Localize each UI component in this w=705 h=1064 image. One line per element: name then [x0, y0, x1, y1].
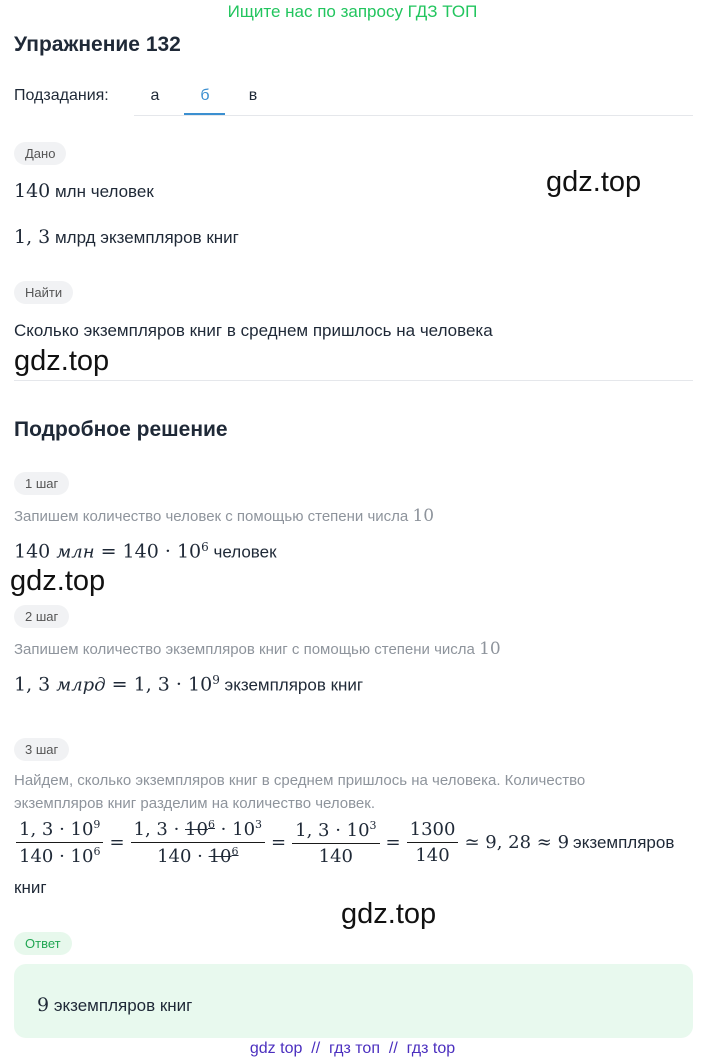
answer-badge	[14, 932, 72, 955]
step-2-formula	[14, 673, 363, 696]
fraction-1-denominator-text: 140 · 10	[19, 846, 94, 867]
given-line-2-text: млрд экземпляров книг	[50, 228, 239, 247]
subtasks-label: Подзадания:	[14, 87, 109, 104]
page-title: Упражнение 132	[14, 33, 181, 56]
cancelled-term-base: 10	[208, 846, 232, 867]
tab-subtask-a[interactable]: а	[150, 87, 160, 104]
tabs-divider	[134, 115, 693, 116]
fraction-3	[292, 819, 379, 867]
cancelled-term-exponent: 6	[207, 818, 215, 831]
step-1-badge-label: 1 шаг	[14, 472, 69, 495]
step-2-formula-b: = 1, 3 · 10	[105, 673, 213, 696]
tab-subtask-v[interactable]: в	[248, 87, 258, 104]
cancelled-term-base: 10	[185, 819, 208, 840]
step-1-formula-tail: человек	[208, 542, 277, 562]
solution-title: Подробное решение	[14, 418, 228, 441]
fraction-2-numerator	[131, 818, 266, 843]
step-2-formula-exponent: 9	[212, 673, 220, 687]
step-3-badge-label: 3 шаг	[14, 738, 69, 761]
step-1-formula-a: 140	[14, 540, 57, 563]
step-2-badge	[14, 605, 69, 628]
given-line-1-text: млн человек	[50, 182, 154, 201]
step-2-description	[14, 639, 501, 659]
result-unit: экземпляров	[573, 832, 675, 852]
fraction-4-numerator: 1300	[407, 819, 459, 843]
cancelled-term-exponent: 6	[231, 845, 239, 858]
fraction-1-numerator-text: 1, 3 · 10	[19, 819, 94, 840]
fraction-1-numerator	[16, 818, 103, 843]
step-1-description	[14, 506, 434, 526]
step-2-description-number: 10	[479, 639, 501, 659]
step-3-description-line-2: экземпляров книг разделим на количество человек.	[14, 795, 376, 812]
answer-number: 9	[37, 994, 50, 1016]
fraction-3-numerator-exponent: 3	[369, 818, 377, 832]
given-line-1-number: 140	[14, 180, 51, 202]
find-badge-label: Найти	[14, 281, 73, 304]
step-3-formula	[14, 818, 678, 867]
fraction-1	[16, 818, 103, 867]
fraction-2-numerator-b-exponent: 3	[255, 818, 263, 831]
answer-badge-label: Ответ	[14, 932, 72, 955]
find-badge	[14, 281, 73, 304]
given-line-2	[14, 226, 239, 248]
step-1-formula-unit: млн	[56, 541, 95, 563]
approx-result: ≃ 9, 28 ≈ 9	[464, 832, 570, 853]
fraction-1-denominator	[16, 843, 103, 867]
fraction-1-denominator-exponent: 6	[93, 845, 101, 858]
answer-unit: экземпляров книг	[49, 996, 193, 1015]
step-1-formula-exponent: 6	[201, 540, 209, 554]
step-2-formula-unit: млрд	[56, 674, 106, 696]
step-2-formula-a: 1, 3	[14, 673, 57, 696]
given-line-1	[14, 180, 154, 202]
step-3-badge	[14, 738, 69, 761]
step-2-badge-label: 2 шаг	[14, 605, 69, 628]
given-badge	[14, 142, 66, 165]
tab-subtask-b[interactable]: б	[200, 87, 210, 104]
cancelled-term	[185, 819, 215, 840]
step-1-badge	[14, 472, 69, 495]
fraction-3-numerator	[292, 819, 379, 844]
equals-sign: =	[109, 832, 125, 853]
step-1-formula-b: = 140 · 10	[94, 540, 202, 563]
step-2-formula-tail: экземпляров книг	[219, 675, 364, 695]
fraction-4	[407, 819, 459, 866]
step-1-description-number: 10	[412, 506, 435, 526]
find-text: Сколько экземпляров книг в среднем пришлось на человека	[14, 321, 493, 340]
fraction-2-numerator-b: · 10	[214, 819, 256, 840]
watermark: gdz.top	[341, 898, 437, 930]
section-divider	[14, 380, 693, 381]
watermark: gdz.top	[10, 565, 106, 597]
fraction-2-numerator-a: 1, 3 ·	[133, 819, 186, 840]
watermark: gdz.top	[14, 345, 110, 377]
equals-sign: =	[271, 832, 287, 853]
given-badge-label: Дано	[14, 142, 66, 165]
step-1-formula	[14, 540, 277, 563]
fraction-2	[131, 818, 266, 867]
step-3-wrap-text: книг	[14, 878, 47, 897]
step-1-description-text: Запишем количество человек с помощью степени числа	[14, 508, 413, 525]
equals-sign: =	[385, 832, 401, 853]
footer-links[interactable]: gdz top // гдз топ // гдз top	[249, 1040, 456, 1057]
step-3-description-line-1: Найдем, сколько экземпляров книг в среднем пришлось на человека. Количество	[14, 772, 586, 789]
top-banner: Ищите нас по запросу ГДЗ ТОП	[227, 2, 478, 21]
cancelled-term	[209, 846, 239, 867]
fraction-2-denominator	[131, 843, 266, 867]
fraction-2-denominator-a: 140 ·	[157, 846, 209, 867]
fraction-3-numerator-text: 1, 3 · 10	[295, 819, 370, 841]
fraction-4-denominator: 140	[415, 845, 450, 866]
fraction-3-denominator: 140	[318, 845, 354, 867]
given-line-2-number: 1, 3	[14, 226, 51, 248]
fraction-1-numerator-exponent: 9	[93, 818, 101, 831]
step-2-description-text: Запишем количество экземпляров книг с помощью степени числа	[14, 641, 480, 658]
watermark: gdz.top	[546, 166, 642, 198]
answer-text	[37, 994, 192, 1016]
